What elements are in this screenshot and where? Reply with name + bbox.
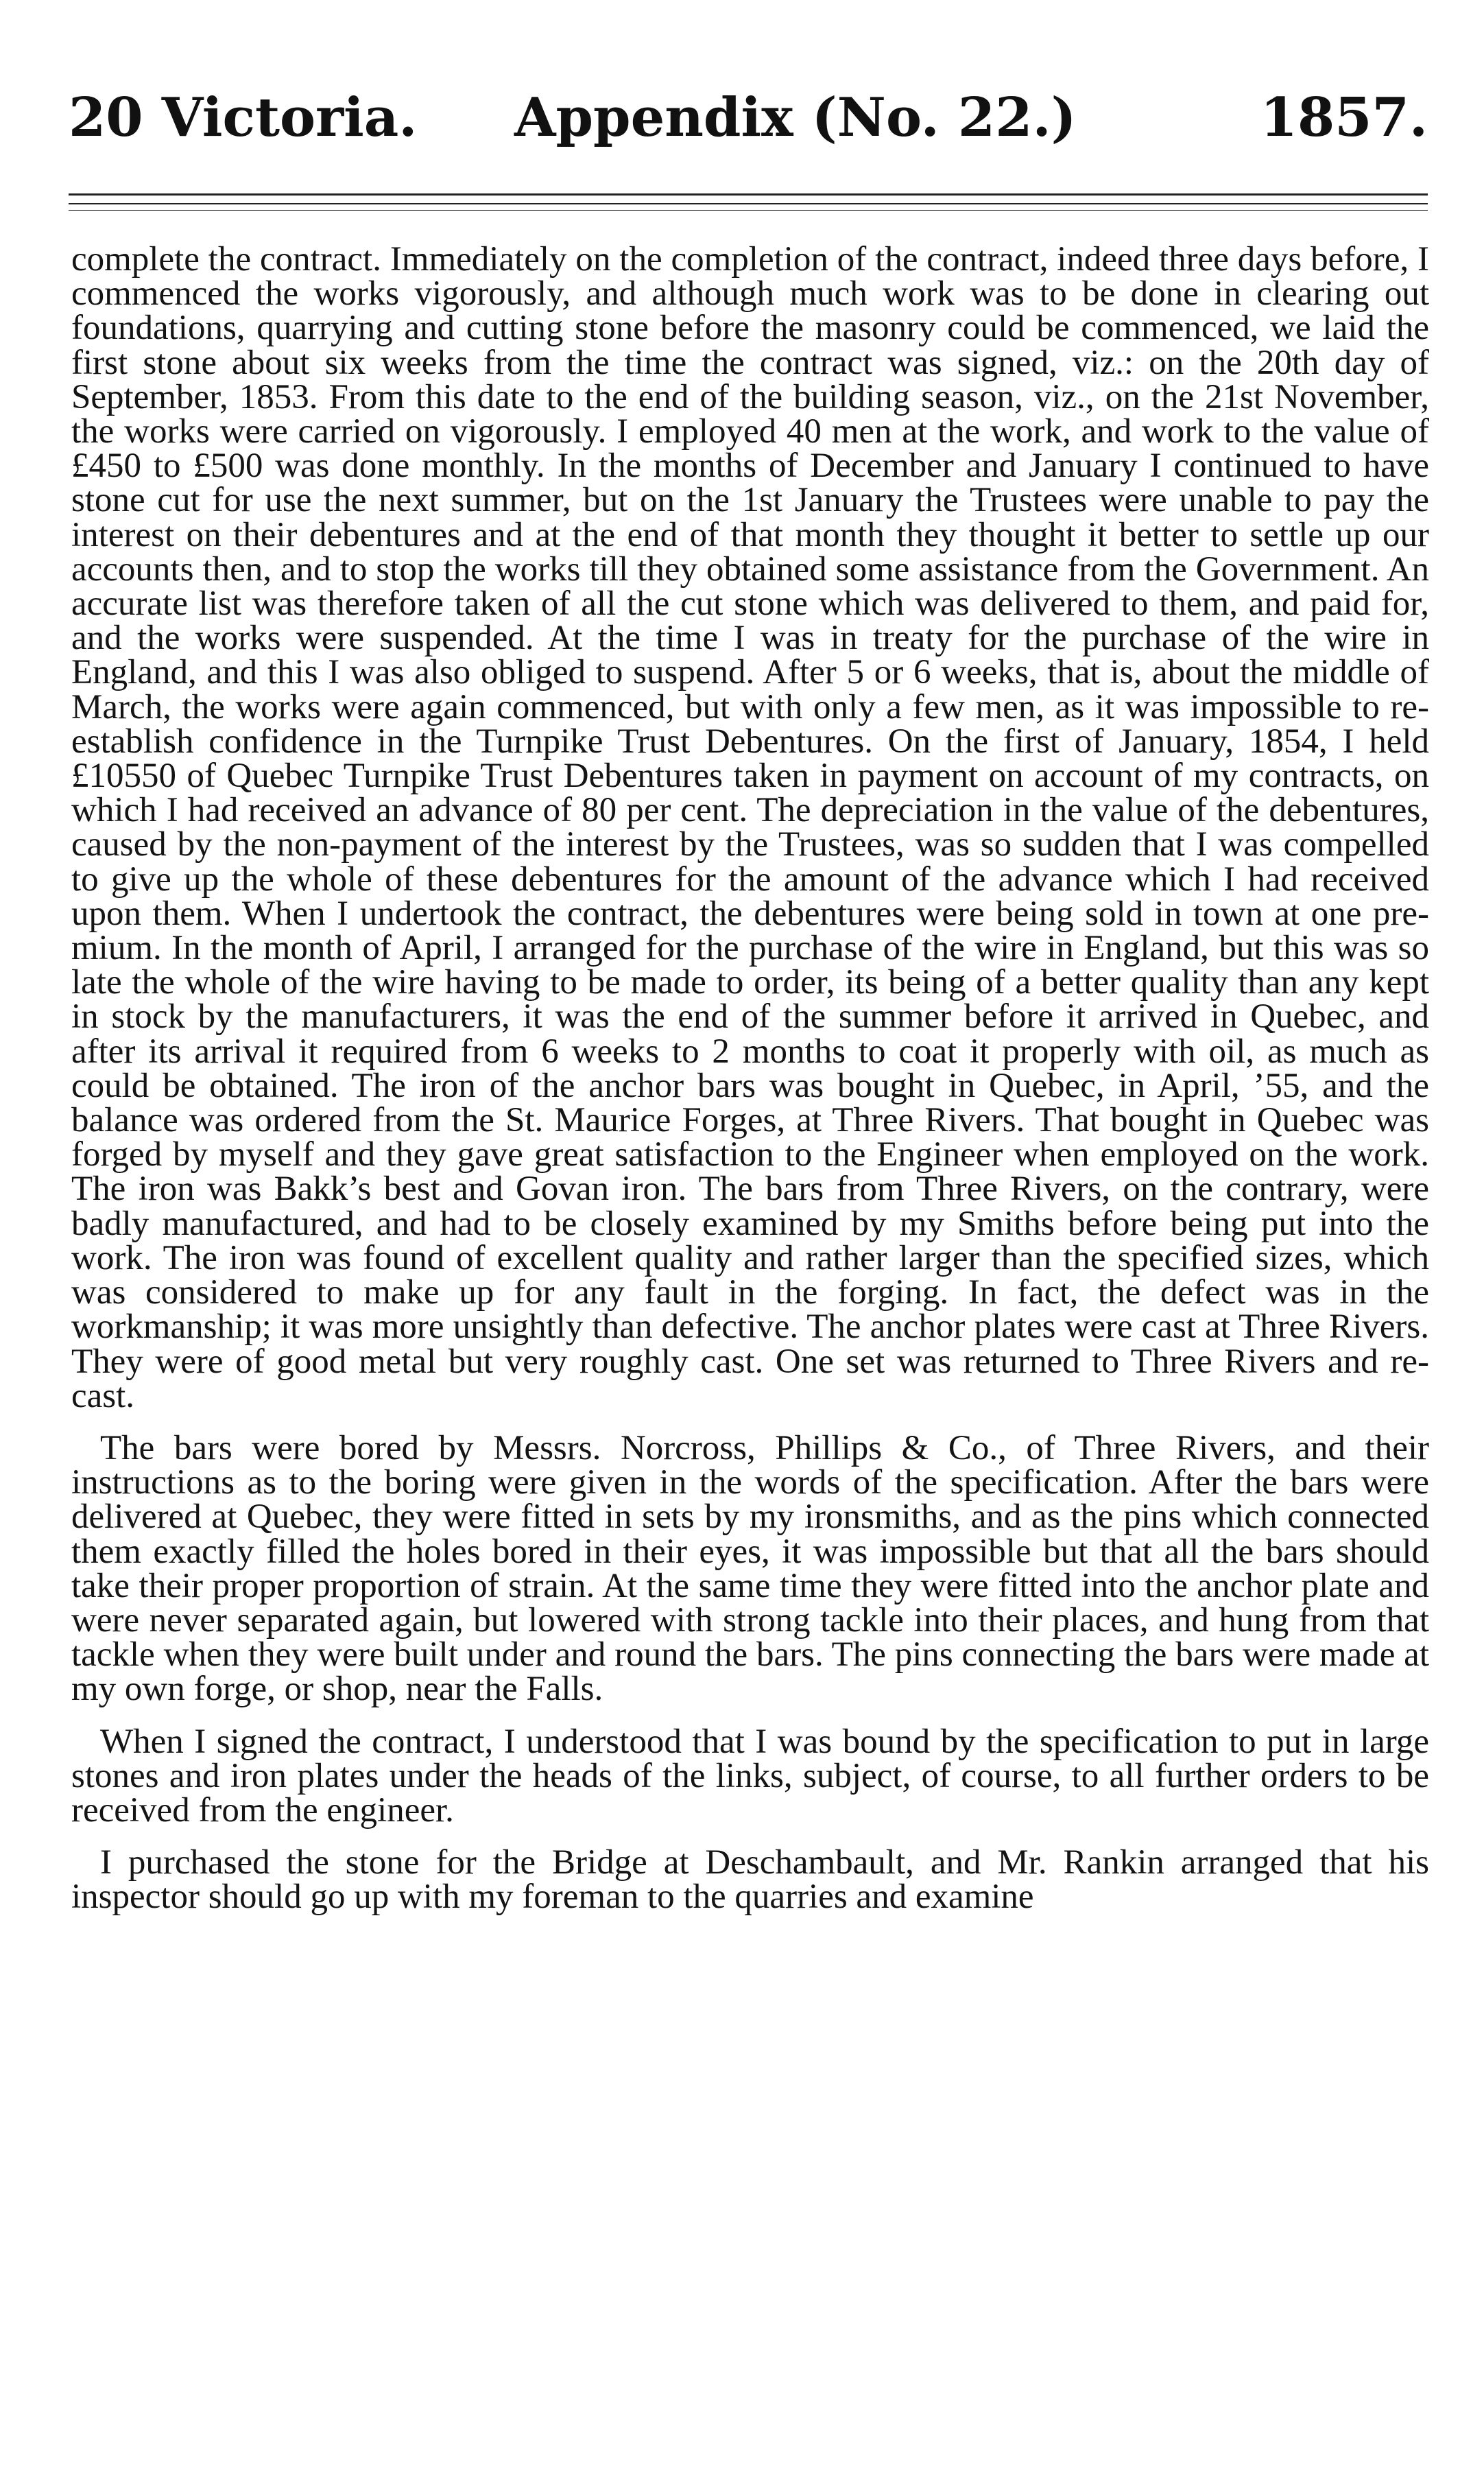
paragraph-specification: When I signed the contract, I understood that I was bound by the specification to put in large stones and iron plates under the heads of the links, subject, of course, to all further orders to be received from the engineer. — [71, 1722, 1429, 1830]
header-rule-top — [69, 193, 1428, 196]
appendix-title: Appendix (No. 22.) — [514, 86, 1077, 149]
session-label: 20 Victoria. — [69, 86, 418, 149]
body-text — [71, 242, 1429, 1915]
paragraph-contract-progress: complete the contract. Immediately on the completion of the contract, indeed three days before, I commenced the works vigorously, and although much work was to be done in clearing out foundations, quarrying and cutting stone before the masonry could be commenced, we laid the first stone about six weeks from the time the contract was signed, viz.: on the 20th day of September, 1853. From this date to the end of the building season, viz., on the 21st November, the works were carried on vigorously. I employed 40 men at the work, and work to the value of £450 to £500 was done monthly. In the months of December and January I continued to have stone cut for use the next summer, but on the 1st January the Trustees were unable to pay the interest on their debentures and at the end of that month they thought it better to settle up our accounts then, and to stop the works till they obtained some assistance from the Government. An accurate list was therefore taken of all the cut stone which was delivered to them, and paid for, and the works were suspended. At the time I was in treaty for the purchase of the wire in England, and this I was also obliged to suspend. After 5 or 6 weeks, that is, about the middle of March, the works were again commenced, but with only a few men, as it was impossible to re-establish confidence in the Turnpike Trust Debentures. On the first of January, 1854, I held £10550 of Quebec Turnpike Trust Debentures taken in payment on account of my contracts, on which I had received an advance of 80 per cent. The depreciation in the value of the debentures, caused by the non-payment of the interest by the Trustees, was so sudden that I was compelled to give up the whole of these debentures for the amount of the advance which I had received upon them. When I undertook the contract, the debentures were being sold in town at one premium. In the month of April, I arranged for the purchase of the wire in England, but this was so late the whole of the wire having to be made to order, its being of a better quality than any kept in stock by the manufacturers, it was the end of the summer before it arrived in Quebec, and after its arrival it required from 6 weeks to 2 months to coat it properly with oil, as much as could be obtained. The iron of the anchor bars was bought in Quebec, in April, ’55, and the balance was ordered from the St. Maurice Forges, at Three Rivers. That bought in Quebec was forged by myself and they gave great satisfaction to the Engineer when employed on the work. The iron was Bakk’s best and Govan iron. The bars from Three Rivers, on the contrary, were badly manufactured, and had to be closely examined by my Smiths before being put into the work. The iron was found of excellent quality and rather larger than the specified sizes, which was considered to make up for any fault in the forging. In fact, the defect was in the workmanship; it was more unsightly than defective. The anchor plates were cast at Three Rivers. They were of good metal but very roughly cast. One set was returned to Three Rivers and re-cast. — [71, 240, 1429, 1415]
header-rule-bottom — [69, 210, 1428, 211]
year-label: 1857. — [1260, 86, 1428, 149]
paragraph-bars-bored: The bars were bored by Messrs. Norcross, Phillips & Co., of Three Rivers, and their instructions as to the boring were given in the words of the specification. After the bars were delivered at Quebec, they were fitted in sets by my ironsmiths, and as the pins which connected them exactly filled the holes bored in their eyes, it was impossible but that all the bars should take their proper proportion of strain. At the same time they were fitted into the anchor plate and were never separated again, but lowered with strong tackle into their places, and hung from that tackle when they were built under and round the bars. The pins connecting the bars were made at my own forge, or shop, near the Falls. — [71, 1428, 1429, 1709]
header-rule-middle — [69, 203, 1428, 204]
page-header — [69, 77, 1428, 159]
paragraph-deschambault-stone: I purchased the stone for the Bridge at Deschambault, and Mr. Rankin arranged that his inspector should go up with my foreman to the quarries and examine — [71, 1843, 1429, 1917]
